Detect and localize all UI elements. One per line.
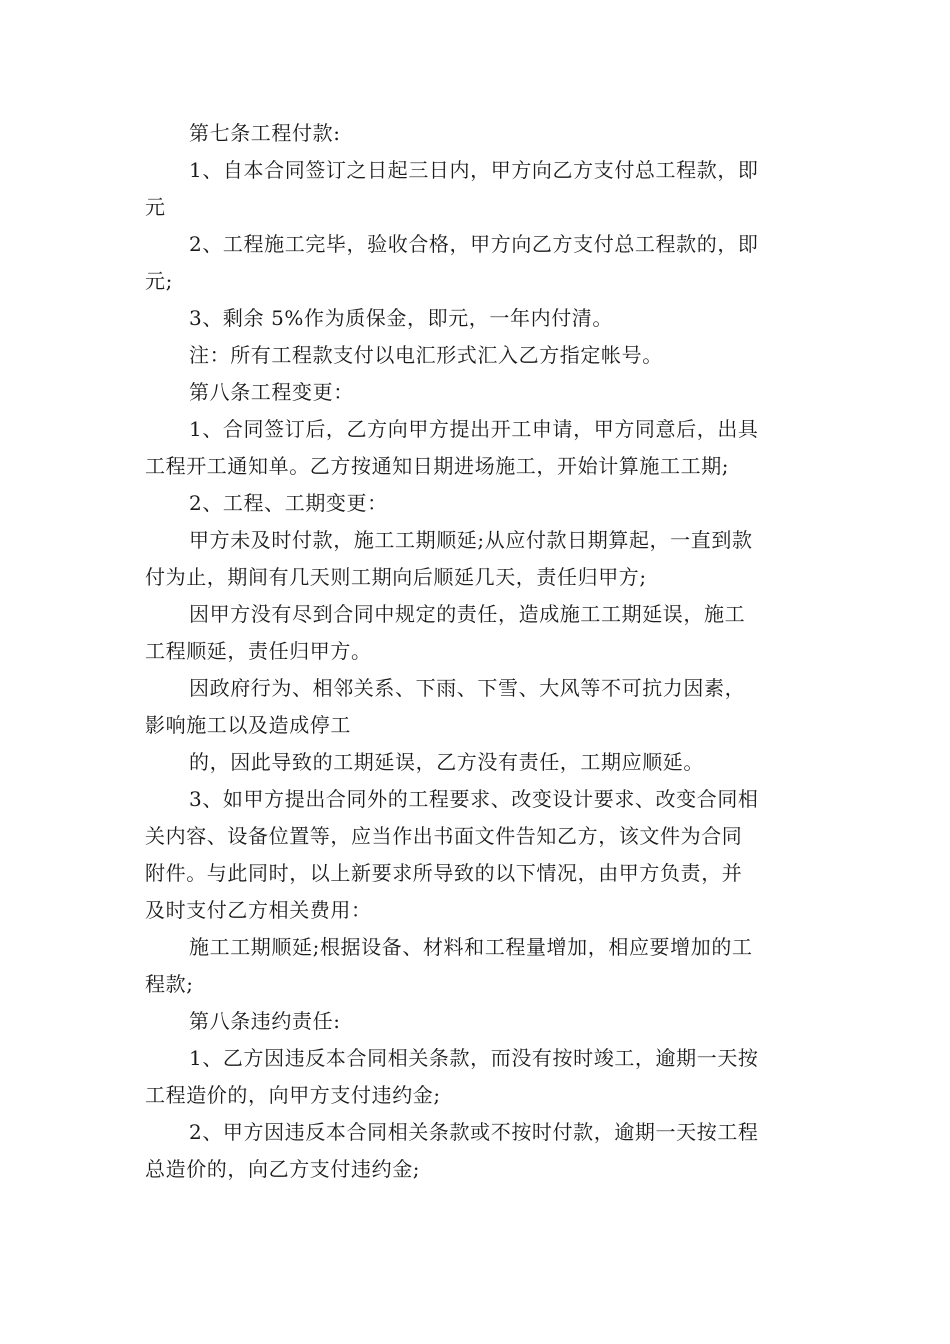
text-line: 3、如甲方提出合同外的工程要求、改变设计要求、改变合同相 — [189, 787, 759, 811]
text-line: 的，因此导致的工期延误，乙方没有责任，工期应顺延。 — [189, 750, 704, 774]
text-line: 1、合同签订后，乙方向甲方提出开工申请，甲方同意后，出具 — [189, 417, 759, 441]
text-line: 2、工程施工完毕，验收合格，甲方向乙方支付总工程款的，即 — [189, 232, 759, 256]
text-line: 影响施工以及造成停工 — [145, 713, 351, 737]
text-line: 总造价的，向乙方支付违约金; — [145, 1157, 421, 1181]
text-line: 1、自本合同签订之日起三日内，甲方向乙方支付总工程款，即 — [189, 158, 759, 182]
text-line: 元 — [145, 195, 166, 219]
text-line: 付为止，期间有几天则工期向后顺延几天，责任归甲方; — [145, 565, 647, 589]
text-line: 关内容、设备位置等，应当作出书面文件告知乙方，该文件为合同 — [145, 824, 743, 848]
text-line: 元; — [145, 269, 173, 293]
text-line: 及时支付乙方相关费用： — [145, 898, 372, 922]
text-line: 注：所有工程款支付以电汇形式汇入乙方指定帐号。 — [189, 343, 663, 367]
text-line: 1、乙方因违反本合同相关条款，而没有按时竣工，逾期一天按 — [189, 1046, 759, 1070]
text-line: 工程顺延，责任归甲方。 — [145, 639, 372, 663]
text-line: 2、工程、工期变更： — [189, 491, 388, 515]
text-line: 因政府行为、相邻关系、下雨、下雪、大风等不可抗力因素， — [189, 676, 746, 700]
text-line: 施工工期顺延;根据设备、材料和工程量增加，相应要增加的工 — [189, 935, 753, 959]
text-line: 附件。与此同时，以上新要求所导致的以下情况，由甲方负责，并 — [145, 861, 743, 885]
text-line: 程款; — [145, 972, 194, 996]
text-line: 因甲方没有尽到合同中规定的责任，造成施工工期延误，施工 — [189, 602, 746, 626]
text-line: 工程造价的，向甲方支付违约金; — [145, 1083, 441, 1107]
text-line: 3、剩余 5%作为质保金，即元，一年内付清。 — [189, 306, 614, 330]
document-body — [145, 115, 810, 1188]
text-line: 第七条工程付款: — [189, 121, 341, 145]
text-line: 第八条违约责任: — [189, 1009, 341, 1033]
text-line: 第八条工程变更： — [189, 380, 354, 404]
text-line: 2、甲方因违反本合同相关条款或不按时付款，逾期一天按工程 — [189, 1120, 759, 1144]
text-line: 工程开工通知单。乙方按通知日期进场施工，开始计算施工工期; — [145, 454, 730, 478]
text-line: 甲方未及时付款，施工工期顺延;从应付款日期算起，一直到款 — [189, 528, 753, 552]
